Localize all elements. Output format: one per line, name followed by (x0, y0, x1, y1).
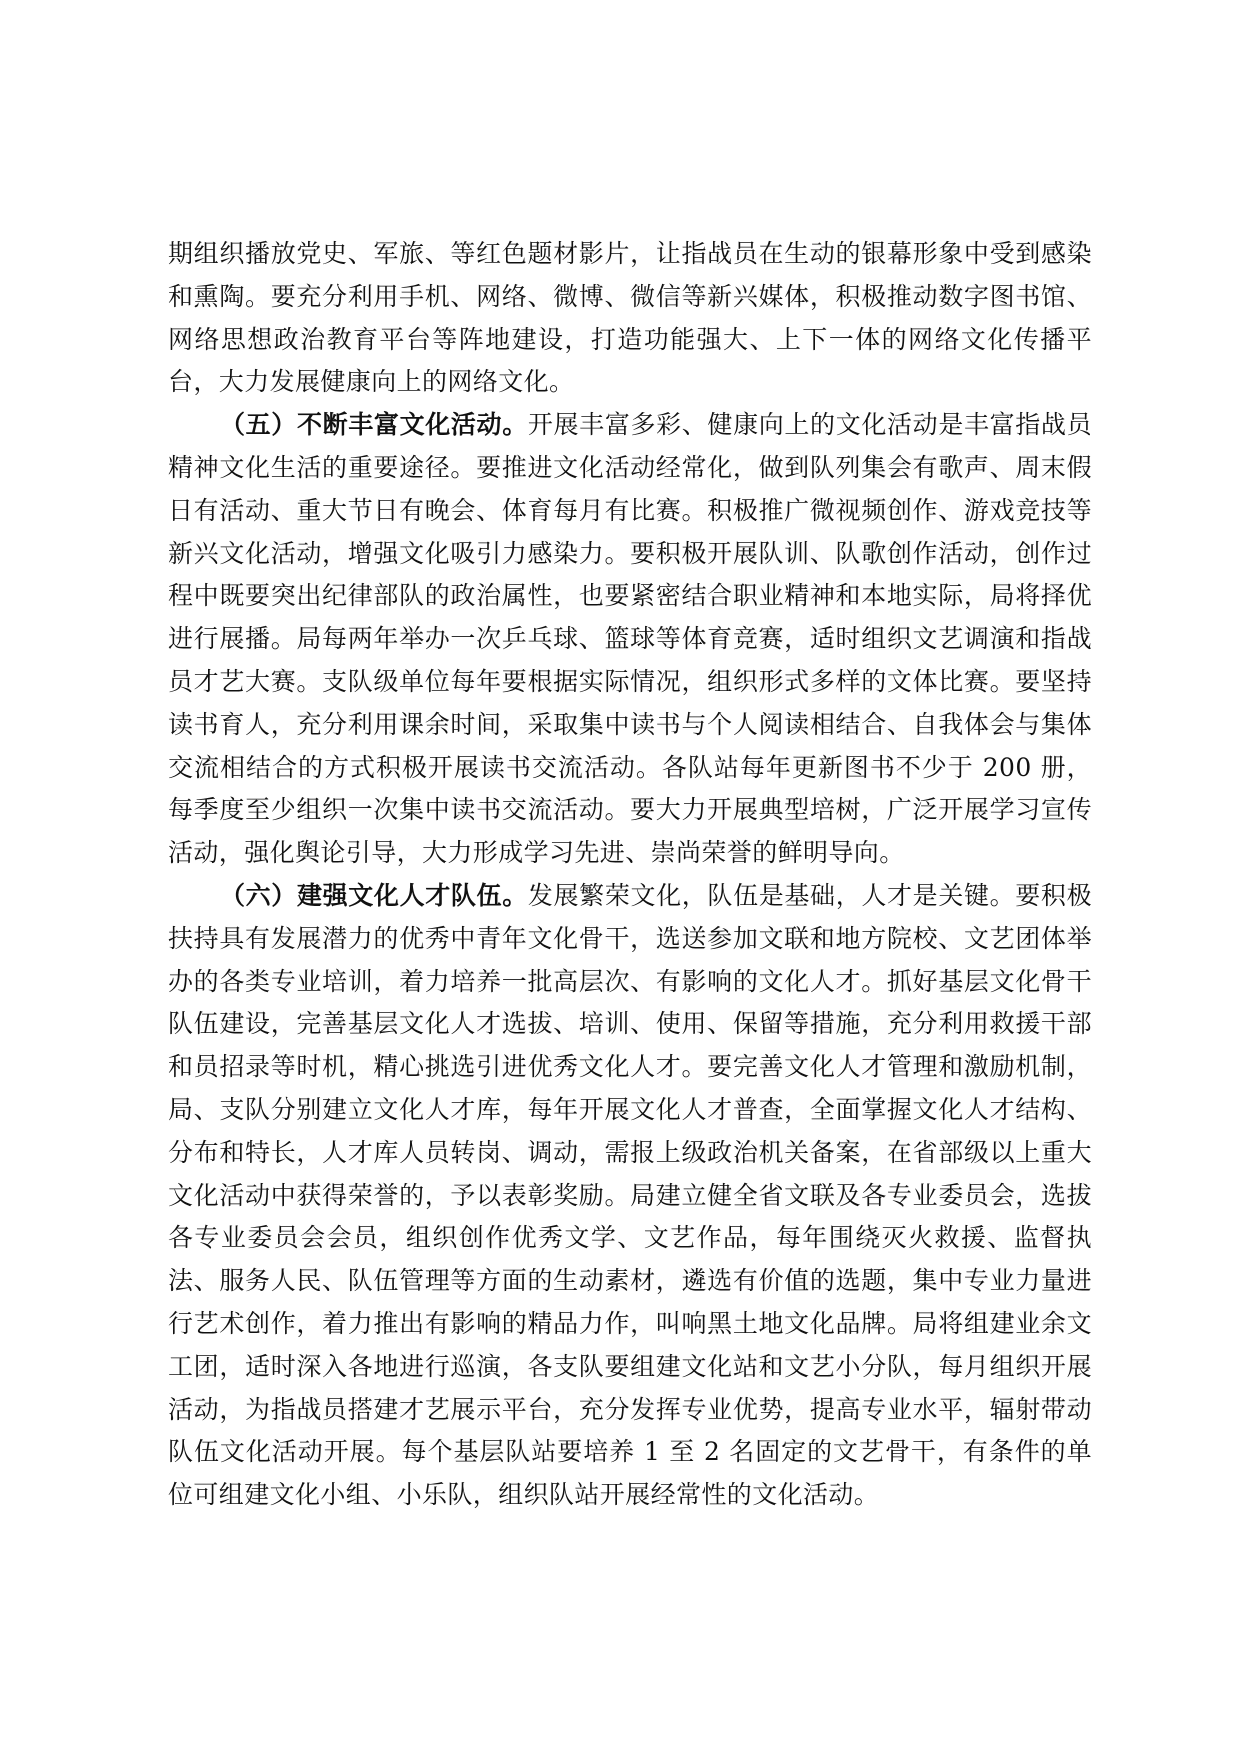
section-heading-six: （六）建强文化人才队伍。 (220, 880, 528, 910)
paragraph-continuation (168, 233, 1092, 404)
paragraph-section-five (168, 404, 1092, 875)
section-heading-five: （五）不断丰富文化活动。 (220, 410, 528, 440)
document-body (168, 233, 1092, 1517)
paragraph-text: 发展繁荣文化，队伍是基础，人才是关键。要积极扶持具有发展潜力的优秀中青年文化骨干，选送参加文联和地方院校、文艺团体举办的各类专业培训，着力培养一批高层次、有影响的文化人才。抓好基层文化骨干队伍建设，完善基层文化人才选拔、培训、使用、保留等措施，充分利用救援干部和员招录等时机，精心挑选引进优秀文化人才。要完善文化人才管理和激励机制，局、支队分别建立文化人才库，每年开展文化人才普查，全面掌握文化人才结构、分布和特长，人才库人员转岗、调动，需报上级政治机关备案，在省部级以上重大文化活动中获得荣誉的，予以表彰奖励。局建立健全省文联及各专业委员会，选拔各专业委员会会员，组织创作优秀文学、文艺作品，每年围绕灭火救援、监督执法、服务人民、队伍管理等方面的生动素材，遴选有价值的选题，集中专业力量进行艺术创作，着力推出有影响的精品力作，叫响黑土地文化品牌。局将组建业余文工团，适时深入各地进行巡演，各支队要组建文化站和文艺小分队，每月组织开展活动，为指战员搭建才艺展示平台，充分发挥专业优势，提高专业水平，辐射带动队伍文化活动开展。每个基层队站要培养 1 至 2 名固定的文艺骨干，有条件的单位可组建文化小组、小乐队，组织队站开展经常性的文化活动。 (168, 880, 1092, 1510)
paragraph-text: 开展丰富多彩、健康向上的文化活动是丰富指战员精神文化生活的重要途径。要推进文化活动经常化，做到队列集会有歌声、周末假日有活动、重大节日有晚会、体育每月有比赛。积极推广微视频创作、游戏竞技等新兴文化活动，增强文化吸引力感染力。要积极开展队训、队歌创作活动，创作过程中既要突出纪律部队的政治属性，也要紧密结合职业精神和本地实际，局将择优进行展播。局每两年举办一次乒乓球、篮球等体育竞赛，适时组织文艺调演和指战员才艺大赛。支队级单位每年要根据实际情况，组织形式多样的文体比赛。要坚持读书育人，充分利用课余时间，采取集中读书与个人阅读相结合、自我体会与集体交流相结合的方式积极开展读书交流活动。各队站每年更新图书不少于 200 册，每季度至少组织一次集中读书交流活动。要大力开展典型培树，广泛开展学习宣传活动，强化舆论引导，大力形成学习先进、崇尚荣誉的鲜明导向。 (168, 410, 1092, 868)
paragraph-section-six (168, 875, 1092, 1517)
paragraph-text: 期组织播放党史、军旅、等红色题材影片，让指战员在生动的银幕形象中受到感染和熏陶。要充分利用手机、网络、微博、微信等新兴媒体，积极推动数字图书馆、网络思想政治教育平台等阵地建设，打造功能强大、上下一体的网络文化传播平台，大力发展健康向上的网络文化。 (168, 239, 1092, 397)
